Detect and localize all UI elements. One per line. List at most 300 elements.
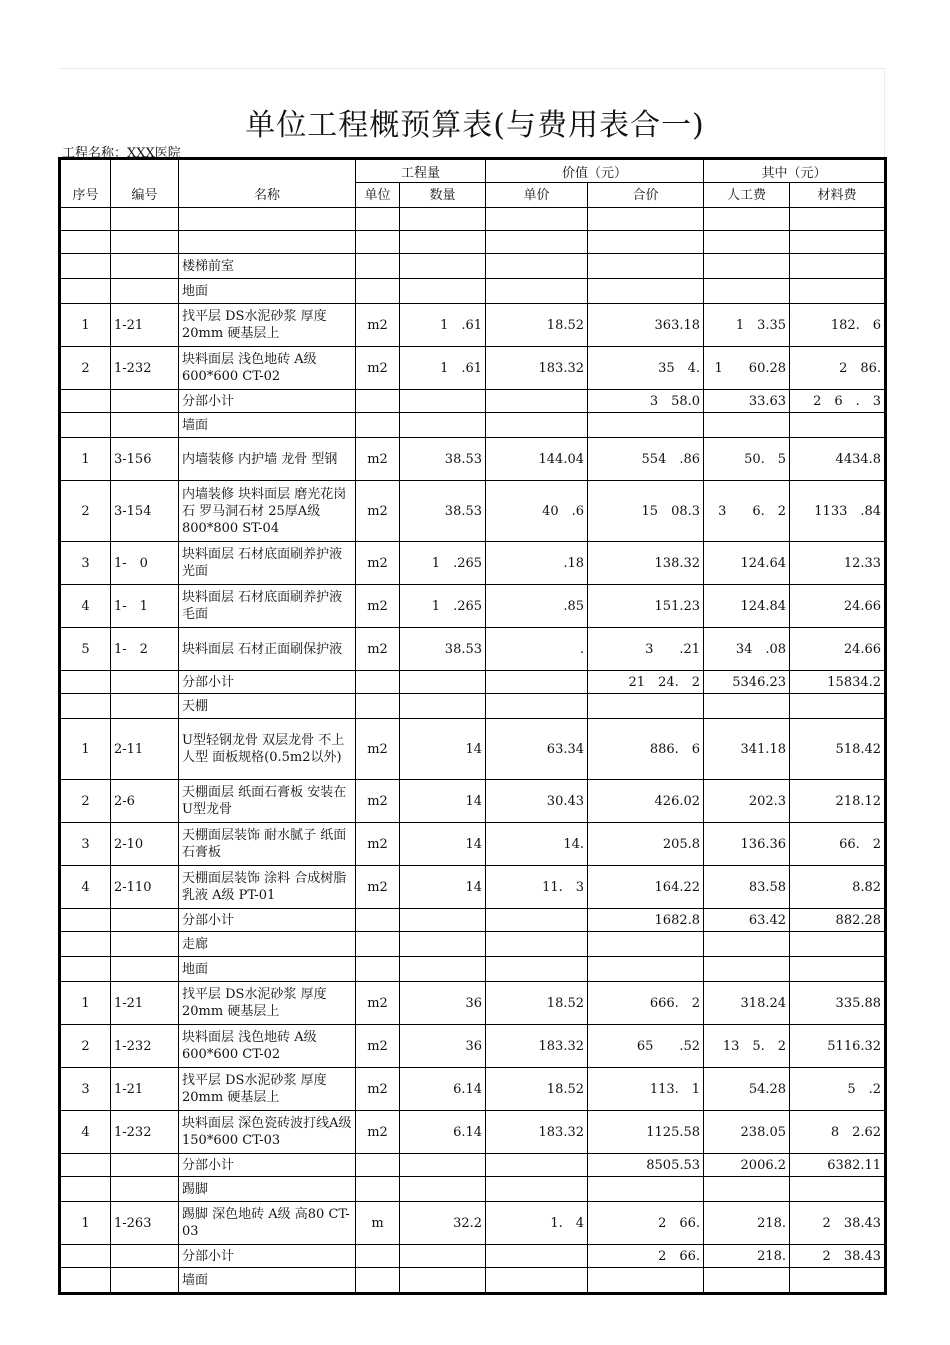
cell-material: 4434.8	[790, 438, 886, 481]
cell-unit: m2	[356, 438, 400, 481]
cell-qty	[400, 413, 486, 438]
cell-total: 3 .21	[588, 628, 704, 671]
table-row	[60, 279, 886, 304]
cell-unit: m2	[356, 347, 400, 390]
cell-labor: 83.58	[704, 866, 790, 909]
table-row	[60, 254, 886, 279]
cell-unit-price: 144.04	[486, 438, 588, 481]
cell-labor: 54.28	[704, 1068, 790, 1111]
cell-name: 地面	[179, 957, 356, 982]
cell-code: 2-10	[111, 823, 179, 866]
table-row	[60, 481, 886, 542]
cell-total	[588, 231, 704, 254]
cell-code: 2-110	[111, 866, 179, 909]
cell-seq	[60, 279, 111, 304]
cell-unit	[356, 957, 400, 982]
cell-material: 5116.32	[790, 1025, 886, 1068]
cell-total	[588, 957, 704, 982]
cell-total: 363.18	[588, 304, 704, 347]
header-quantity-group: 工程量	[356, 159, 486, 183]
header-seq: 序号	[60, 159, 111, 208]
cell-unit	[356, 694, 400, 719]
cell-material: 1133 .84	[790, 481, 886, 542]
cell-seq: 1	[60, 438, 111, 481]
table-row	[60, 909, 886, 932]
table-row	[60, 780, 886, 823]
cell-seq: 2	[60, 1025, 111, 1068]
table-row	[60, 823, 886, 866]
cell-seq: 1	[60, 982, 111, 1025]
cell-total: 2 66.	[588, 1202, 704, 1245]
cell-name: 块料面层 浅色地砖 A级600*600 CT-02	[179, 347, 356, 390]
cell-name: 块料面层 石材底面刷养护液 光面	[179, 542, 356, 585]
cell-total: 21 24. 2	[588, 671, 704, 694]
cell-material	[790, 413, 886, 438]
cell-unit: m2	[356, 780, 400, 823]
cell-unit-price: 18.52	[486, 982, 588, 1025]
cell-total: 15 08.3	[588, 481, 704, 542]
cell-code: 1-21	[111, 982, 179, 1025]
cell-unit-price	[486, 390, 588, 413]
cell-material: 15834.2	[790, 671, 886, 694]
cell-qty	[400, 1154, 486, 1177]
cell-unit-price	[486, 1245, 588, 1268]
cell-material	[790, 254, 886, 279]
cell-total: 3 58.0	[588, 390, 704, 413]
table-row	[60, 1268, 886, 1294]
cell-labor: 5346.23	[704, 671, 790, 694]
table-row	[60, 390, 886, 413]
cell-material	[790, 279, 886, 304]
header-unit-price: 单价	[486, 183, 588, 208]
cell-unit-price: .	[486, 628, 588, 671]
cell-material	[790, 932, 886, 957]
cell-material: 882.28	[790, 909, 886, 932]
cell-total: 426.02	[588, 780, 704, 823]
cell-unit-price	[486, 909, 588, 932]
cell-qty	[400, 671, 486, 694]
cell-unit: m2	[356, 585, 400, 628]
cell-unit-price	[486, 932, 588, 957]
cell-material: 12.33	[790, 542, 886, 585]
cell-unit-price	[486, 413, 588, 438]
cell-qty	[400, 254, 486, 279]
cell-labor	[704, 279, 790, 304]
cell-qty: 1 .61	[400, 347, 486, 390]
table-body	[60, 208, 886, 1294]
cell-seq	[60, 909, 111, 932]
cell-code: 1-21	[111, 304, 179, 347]
cell-seq	[60, 957, 111, 982]
cell-qty: 14	[400, 719, 486, 780]
cell-material: 8.82	[790, 866, 886, 909]
cell-code: 3-154	[111, 481, 179, 542]
cell-seq: 2	[60, 481, 111, 542]
header-labor: 人工费	[704, 183, 790, 208]
cell-unit: m2	[356, 304, 400, 347]
cell-unit: m2	[356, 542, 400, 585]
cell-seq	[60, 1268, 111, 1294]
cell-qty	[400, 694, 486, 719]
cell-labor: 341.18	[704, 719, 790, 780]
cell-seq: 1	[60, 1202, 111, 1245]
cell-code	[111, 957, 179, 982]
table-row	[60, 585, 886, 628]
header-total: 合价	[588, 183, 704, 208]
cell-name: 找平层 DS水泥砂浆 厚度20mm 硬基层上	[179, 1068, 356, 1111]
cell-labor	[704, 413, 790, 438]
cell-unit: m	[356, 1202, 400, 1245]
cell-material: 2 38.43	[790, 1245, 886, 1268]
cell-code: 2-6	[111, 780, 179, 823]
cell-qty: 14	[400, 780, 486, 823]
cell-unit	[356, 279, 400, 304]
cell-total: 35 4.	[588, 347, 704, 390]
cell-total: 554 .86	[588, 438, 704, 481]
cell-total: 138.32	[588, 542, 704, 585]
cell-labor: 136.36	[704, 823, 790, 866]
table-row	[60, 1154, 886, 1177]
table-row	[60, 1245, 886, 1268]
header-value-group: 价值（元）	[486, 159, 704, 183]
cell-code: 1- 2	[111, 628, 179, 671]
cell-seq: 3	[60, 1068, 111, 1111]
table-row	[60, 932, 886, 957]
cell-unit: m2	[356, 1068, 400, 1111]
cell-name	[179, 208, 356, 231]
table-row	[60, 304, 886, 347]
cell-unit: m2	[356, 1111, 400, 1154]
cell-unit-price: 63.34	[486, 719, 588, 780]
cell-name: 踢脚	[179, 1177, 356, 1202]
document-title: 单位工程概预算表(与费用表合一)	[245, 108, 705, 144]
cell-unit-price: 18.52	[486, 304, 588, 347]
cell-qty	[400, 390, 486, 413]
cell-name: 找平层 DS水泥砂浆 厚度20mm 硬基层上	[179, 304, 356, 347]
cell-unit	[356, 208, 400, 231]
cell-name	[179, 231, 356, 254]
cell-qty	[400, 909, 486, 932]
cell-unit	[356, 932, 400, 957]
cell-total	[588, 413, 704, 438]
header-material: 材料费	[790, 183, 886, 208]
cell-qty: 1 .265	[400, 585, 486, 628]
cell-labor: 238.05	[704, 1111, 790, 1154]
cell-code	[111, 413, 179, 438]
cell-unit-price: .85	[486, 585, 588, 628]
cell-qty: 32.2	[400, 1202, 486, 1245]
cell-name: 天棚	[179, 694, 356, 719]
cell-qty	[400, 957, 486, 982]
cell-qty	[400, 208, 486, 231]
table-row	[60, 1068, 886, 1111]
cell-total	[588, 279, 704, 304]
cell-name: 天棚面层装饰 涂料 合成树脂乳液 A级 PT-01	[179, 866, 356, 909]
cell-labor	[704, 1177, 790, 1202]
table-row	[60, 413, 886, 438]
cell-qty: 1 .265	[400, 542, 486, 585]
cell-name: 分部小计	[179, 909, 356, 932]
cell-unit-price	[486, 208, 588, 231]
table-row	[60, 628, 886, 671]
cell-unit-price: 14.	[486, 823, 588, 866]
cell-code	[111, 1245, 179, 1268]
cell-name: 块料面层 深色瓷砖波打线A级 150*600 CT-03	[179, 1111, 356, 1154]
cell-labor: 1 3.35	[704, 304, 790, 347]
cell-name: 分部小计	[179, 390, 356, 413]
cell-name: 踢脚 深色地砖 A级 高80 CT-03	[179, 1202, 356, 1245]
table-row	[60, 347, 886, 390]
cell-qty	[400, 1177, 486, 1202]
cell-seq: 3	[60, 542, 111, 585]
cell-seq: 2	[60, 780, 111, 823]
cell-labor: 318.24	[704, 982, 790, 1025]
cell-unit-price	[486, 1268, 588, 1294]
table-row	[60, 208, 886, 231]
table-row	[60, 719, 886, 780]
cell-unit: m2	[356, 719, 400, 780]
cell-material: 2 6 . 3	[790, 390, 886, 413]
cell-unit: m2	[356, 1025, 400, 1068]
cell-qty: 36	[400, 1025, 486, 1068]
cell-unit	[356, 254, 400, 279]
cell-unit-price	[486, 231, 588, 254]
cell-qty	[400, 231, 486, 254]
cell-name: U型轻钢龙骨 双层龙骨 不上人型 面板规格(0.5m2以外)	[179, 719, 356, 780]
cell-unit-price: 1. 4	[486, 1202, 588, 1245]
cell-qty: 14	[400, 866, 486, 909]
cell-code	[111, 231, 179, 254]
cell-total: 65 .52	[588, 1025, 704, 1068]
cell-material: 24.66	[790, 628, 886, 671]
cell-unit	[356, 413, 400, 438]
cell-code	[111, 1268, 179, 1294]
cell-code	[111, 279, 179, 304]
cell-unit-price	[486, 1154, 588, 1177]
header-qty: 数量	[400, 183, 486, 208]
cell-qty	[400, 1245, 486, 1268]
cell-labor: 202.3	[704, 780, 790, 823]
cell-seq: 3	[60, 823, 111, 866]
cell-total	[588, 1268, 704, 1294]
cell-seq	[60, 1245, 111, 1268]
cell-name: 分部小计	[179, 671, 356, 694]
cell-code	[111, 909, 179, 932]
cell-material: 6382.11	[790, 1154, 886, 1177]
cell-labor: 218.	[704, 1245, 790, 1268]
cell-labor: 3 6. 2	[704, 481, 790, 542]
cell-unit: m2	[356, 481, 400, 542]
cell-material	[790, 1177, 886, 1202]
cell-name: 块料面层 石材正面刷保护液	[179, 628, 356, 671]
cell-unit: m2	[356, 823, 400, 866]
cell-code	[111, 694, 179, 719]
cell-labor: 63.42	[704, 909, 790, 932]
cell-qty	[400, 1268, 486, 1294]
cell-total: 205.8	[588, 823, 704, 866]
cell-unit-price: 40 .6	[486, 481, 588, 542]
cell-labor: 124.64	[704, 542, 790, 585]
cell-name: 分部小计	[179, 1245, 356, 1268]
header-unit: 单位	[356, 183, 400, 208]
cell-name: 找平层 DS水泥砂浆 厚度20mm 硬基层上	[179, 982, 356, 1025]
cell-material: 2 38.43	[790, 1202, 886, 1245]
cell-seq	[60, 390, 111, 413]
table-row	[60, 1202, 886, 1245]
cell-total: 1682.8	[588, 909, 704, 932]
cell-unit: m2	[356, 628, 400, 671]
cell-labor: 34 .08	[704, 628, 790, 671]
cell-name: 块料面层 石材底面刷养护液 毛面	[179, 585, 356, 628]
cell-seq: 4	[60, 866, 111, 909]
cell-labor	[704, 694, 790, 719]
cell-seq: 1	[60, 304, 111, 347]
cell-total: 151.23	[588, 585, 704, 628]
cell-unit: m2	[356, 982, 400, 1025]
cell-labor: 218.	[704, 1202, 790, 1245]
cell-unit	[356, 231, 400, 254]
cell-qty: 36	[400, 982, 486, 1025]
cell-labor: 1 60.28	[704, 347, 790, 390]
project-name: 工程名称：XXX医院	[62, 146, 181, 161]
cell-unit: m2	[356, 866, 400, 909]
cell-code: 1-263	[111, 1202, 179, 1245]
cell-seq	[60, 413, 111, 438]
cell-total	[588, 932, 704, 957]
cell-total: 886. 6	[588, 719, 704, 780]
cell-seq: 4	[60, 585, 111, 628]
cell-unit-price	[486, 671, 588, 694]
cell-seq	[60, 932, 111, 957]
table-row	[60, 982, 886, 1025]
cell-qty: 14	[400, 823, 486, 866]
cell-total	[588, 1177, 704, 1202]
cell-material: 5 .2	[790, 1068, 886, 1111]
cell-material: 24.66	[790, 585, 886, 628]
cell-name: 楼梯前室	[179, 254, 356, 279]
cell-unit	[356, 1245, 400, 1268]
cell-material: 2 86.	[790, 347, 886, 390]
cell-name: 分部小计	[179, 1154, 356, 1177]
cell-total: 164.22	[588, 866, 704, 909]
cell-qty: 38.53	[400, 481, 486, 542]
cell-total	[588, 254, 704, 279]
table-row	[60, 1025, 886, 1068]
cell-name: 地面	[179, 279, 356, 304]
table-row	[60, 542, 886, 585]
cell-unit-price: 18.52	[486, 1068, 588, 1111]
cell-labor: 13 5. 2	[704, 1025, 790, 1068]
cell-qty: 38.53	[400, 438, 486, 481]
cell-unit-price	[486, 279, 588, 304]
cell-unit-price: 183.32	[486, 347, 588, 390]
header-code: 编号	[111, 159, 179, 208]
header-name: 名称	[179, 159, 356, 208]
cell-labor	[704, 208, 790, 231]
budget-table	[58, 157, 887, 1295]
cell-labor	[704, 231, 790, 254]
cell-code	[111, 254, 179, 279]
header-of-which-group: 其中（元）	[704, 159, 886, 183]
cell-total	[588, 694, 704, 719]
table-row	[60, 694, 886, 719]
table-row	[60, 231, 886, 254]
cell-unit-price	[486, 1177, 588, 1202]
cell-unit-price: 183.32	[486, 1111, 588, 1154]
cell-seq	[60, 694, 111, 719]
cell-unit	[356, 909, 400, 932]
cell-code: 3-156	[111, 438, 179, 481]
cell-unit-price: 11. 3	[486, 866, 588, 909]
cell-seq: 2	[60, 347, 111, 390]
cell-labor	[704, 932, 790, 957]
table-row	[60, 438, 886, 481]
cell-unit	[356, 1177, 400, 1202]
cell-seq: 1	[60, 719, 111, 780]
cell-name: 内墙装修 内护墙 龙骨 型钢	[179, 438, 356, 481]
cell-material	[790, 694, 886, 719]
cell-qty: 38.53	[400, 628, 486, 671]
cell-name: 天棚面层 纸面石膏板 安装在U型龙骨	[179, 780, 356, 823]
cell-total: 2 66.	[588, 1245, 704, 1268]
cell-code: 1- 1	[111, 585, 179, 628]
cell-qty: 1 .61	[400, 304, 486, 347]
cell-seq	[60, 1177, 111, 1202]
cell-qty: 6.14	[400, 1068, 486, 1111]
cell-code: 1-232	[111, 1111, 179, 1154]
cell-labor: 33.63	[704, 390, 790, 413]
cell-material	[790, 957, 886, 982]
cell-code	[111, 1177, 179, 1202]
cell-code	[111, 390, 179, 413]
cell-unit-price	[486, 957, 588, 982]
cell-seq	[60, 671, 111, 694]
cell-unit	[356, 1154, 400, 1177]
cell-qty	[400, 932, 486, 957]
cell-code: 1-232	[111, 347, 179, 390]
cell-qty	[400, 279, 486, 304]
cell-labor: 2006.2	[704, 1154, 790, 1177]
cell-total: 1125.58	[588, 1111, 704, 1154]
cell-material	[790, 231, 886, 254]
cell-labor	[704, 1268, 790, 1294]
cell-name: 墙面	[179, 413, 356, 438]
cell-code: 1-232	[111, 1025, 179, 1068]
cell-unit-price	[486, 694, 588, 719]
cell-total: 8505.53	[588, 1154, 704, 1177]
cell-code	[111, 671, 179, 694]
cell-material: 218.12	[790, 780, 886, 823]
cell-unit-price	[486, 254, 588, 279]
cell-material: 8 2.62	[790, 1111, 886, 1154]
cell-material: 66. 2	[790, 823, 886, 866]
cell-unit	[356, 671, 400, 694]
cell-total	[588, 208, 704, 231]
cell-code: 1- 0	[111, 542, 179, 585]
cell-seq	[60, 1154, 111, 1177]
table-row	[60, 957, 886, 982]
header-row-top	[60, 159, 886, 183]
cell-code: 1-21	[111, 1068, 179, 1111]
cell-material: 335.88	[790, 982, 886, 1025]
cell-labor	[704, 254, 790, 279]
table-row	[60, 866, 886, 909]
cell-unit	[356, 390, 400, 413]
cell-labor	[704, 957, 790, 982]
cell-code	[111, 208, 179, 231]
cell-labor: 124.84	[704, 585, 790, 628]
cell-unit-price: .18	[486, 542, 588, 585]
